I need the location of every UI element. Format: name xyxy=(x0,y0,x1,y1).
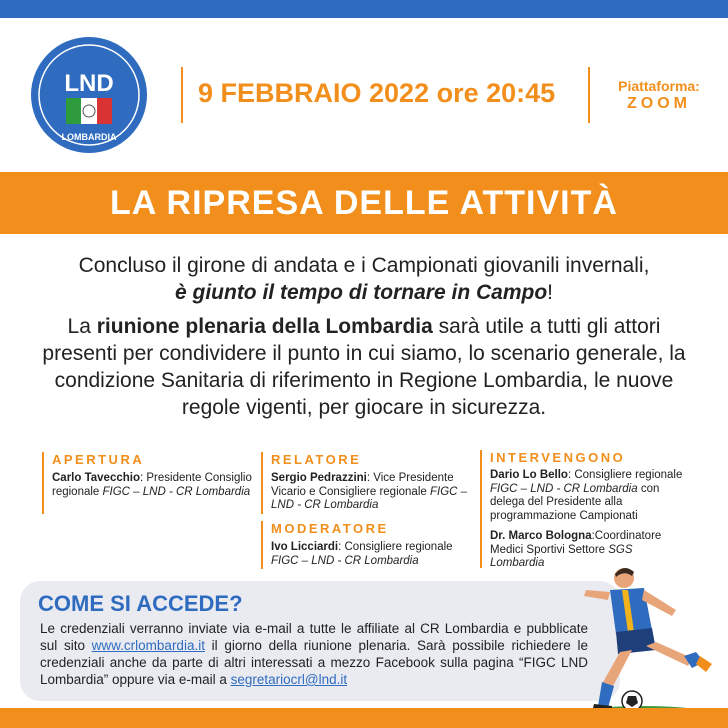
moderatore-text xyxy=(271,541,471,568)
moderatore-org: FIGC – LND - CR Lombardia xyxy=(271,554,419,567)
access-text-1: Le credenziali verranno inviate via e-mail a tutte le affiliate al CR Lombardia e pubblicate sul sito xyxy=(40,621,588,653)
site-link[interactable]: www.crlombardia.it xyxy=(91,638,205,653)
logo-text: LND xyxy=(64,70,114,97)
access-text xyxy=(40,620,588,688)
apertura-heading: APERTURA xyxy=(52,452,145,467)
top-blue-bar xyxy=(0,0,728,18)
moderatore-divider xyxy=(261,521,263,569)
apertura-text xyxy=(52,472,252,499)
apertura-divider xyxy=(42,452,44,514)
platform-name: ZOOM xyxy=(627,95,691,112)
intro-line1: Concluso il girone di andata e i Campionati giovanili invernali, xyxy=(78,254,650,277)
apertura-role: : Presidente Consiglio regionale xyxy=(52,472,252,498)
relatore-text xyxy=(271,472,471,513)
intro-line2-bold: è giunto il tempo di tornare in Campo xyxy=(174,281,548,304)
meeting-description xyxy=(40,313,688,421)
intervengono-heading: INTERVENGONO xyxy=(490,450,626,465)
apertura-name: Carlo Tavecchio xyxy=(52,472,140,484)
logo-subtext: LOMBARDIA xyxy=(61,132,117,142)
header-divider-right xyxy=(588,67,590,123)
relatore-heading: RELATORE xyxy=(271,452,362,467)
football-player-illustration xyxy=(572,560,728,720)
intervengono-role-1: : Consigliere regionale xyxy=(567,469,683,481)
intervengono-name-1: Dario Lo Bello xyxy=(490,469,568,481)
relatore-divider xyxy=(261,452,263,514)
relatore-name: Sergio Pedrazzini xyxy=(271,472,367,484)
intro-line2 xyxy=(40,279,688,306)
access-text-2: il giorno della riunione plenaria. Sarà possibile richiedere le credenziali anche da parte di altri interessati a mezzo Facebook sulla pagina “FIGC LND Lombardia” oppure via e-mail a xyxy=(40,638,588,687)
header-divider-left xyxy=(181,67,183,123)
intro-text xyxy=(40,252,688,306)
intervengono-text-1 xyxy=(490,469,688,523)
relatore-role: : Vice Presidente Vicario e Consigliere regionale xyxy=(271,472,454,498)
access-title: COME SI ACCEDE? xyxy=(38,591,243,616)
desc-bold: riunione plenaria della Lombardia xyxy=(96,315,433,338)
moderatore-name: Ivo Licciardi xyxy=(271,541,339,553)
moderatore-heading: MODERATORE xyxy=(271,521,389,536)
desc-lead: La xyxy=(67,315,97,338)
intervengono-role-2: :Coordinatore Medici Sportivi Settore xyxy=(490,530,662,556)
intro-line2-tail: ! xyxy=(547,281,554,304)
intervengono-org-2: SGS Lombardia xyxy=(490,543,633,569)
banner-title: LA RIPRESA DELLE ATTIVITÀ xyxy=(110,184,618,222)
moderatore-role: : Consigliere regionale xyxy=(338,541,453,553)
intervengono-divider xyxy=(480,450,482,568)
bottom-orange-bar xyxy=(0,708,728,728)
event-date: 9 FEBBRAIO 2022 ore 20:45 xyxy=(198,78,556,108)
email-link[interactable]: segretariocrl@lnd.it xyxy=(230,672,348,687)
intervengono-name-2: Dr. Marco Bologna xyxy=(490,530,592,542)
intervengono-org-1: FIGC – LND - CR Lombardia xyxy=(490,482,638,495)
apertura-org: FIGC – LND - CR Lombardia xyxy=(102,485,251,498)
intervengono-rest-1: con delega del Presidente alla programmazione Campionati xyxy=(490,482,660,522)
desc-rest: sarà utile a tutti gli attori presenti per condividere il punto in cui siamo, lo scenario generale, la condizione Sanitaria di riferimento in Regione Lombardia, le nuove regole vigenti, per giocare in sicurezza. xyxy=(42,315,686,419)
relatore-org: FIGC – LND - CR Lombardia xyxy=(271,485,468,511)
platform-label: Piattaforma: xyxy=(618,78,700,94)
lnd-lombardia-logo xyxy=(30,36,148,154)
